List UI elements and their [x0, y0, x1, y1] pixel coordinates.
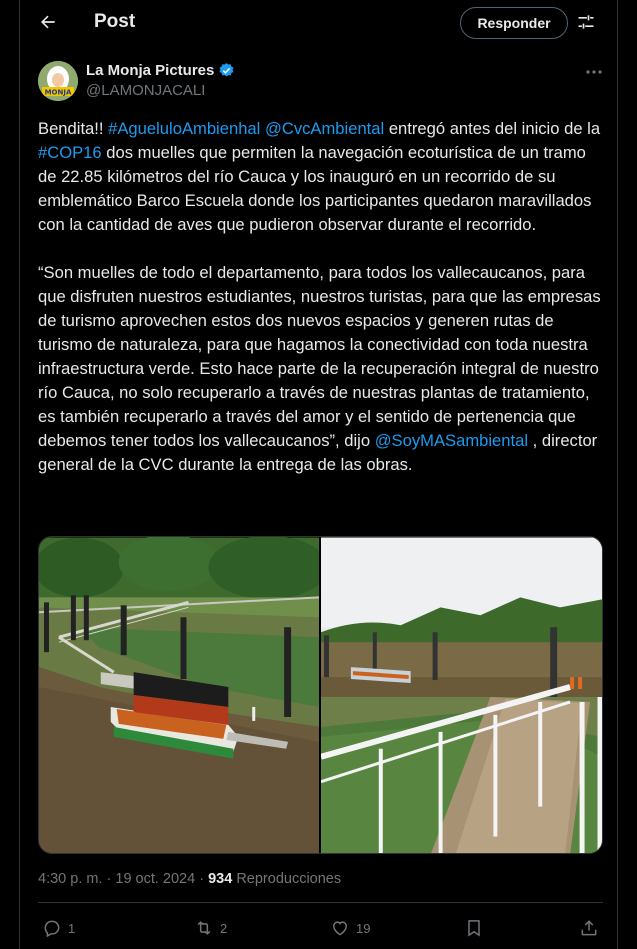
repost-action[interactable]	[194, 918, 227, 938]
repost-count: 2	[220, 920, 228, 936]
post-meta	[38, 871, 341, 887]
tweet-text	[38, 117, 608, 501]
like-action[interactable]	[330, 918, 370, 938]
reply-bubble-icon	[42, 918, 62, 938]
share-action[interactable]	[579, 918, 599, 938]
views-label: Reproducciones	[232, 871, 342, 887]
tweet-paragraph-1	[38, 117, 608, 237]
author-name[interactable]	[86, 62, 235, 79]
share-icon	[579, 918, 599, 938]
meta-separator: ·	[195, 871, 209, 887]
mention-link[interactable]: @SoyMASambiental	[374, 431, 529, 450]
divider	[38, 902, 603, 903]
post-header	[20, 0, 619, 46]
photo-dock-aerial[interactable]	[39, 537, 319, 854]
reply-action[interactable]	[42, 918, 75, 938]
text-segment: entregó antes del inicio de la	[384, 119, 601, 138]
bookmark-action[interactable]	[464, 918, 484, 938]
text-segment: “Son muelles de todo el departamento, para todos los vallecaucanos, para que disfruten nuestros estudiantes, nuestros turistas, para que las empresas de turismo aprovechen estos dos nuevos espacios y generen rutas de turismo de naturaleza, para que hagamos la conectividad con toda nuestra infraestructura verde. Esto hace parte de la recuperación integral de nuestro río Cauca, no solo recuperarlo a través de nuestras plantas de tratamiento, es también recuperarlo a través del amor y el sentido de pertenencia que debemos tener todos los vallecaucanos”, dijo	[38, 263, 601, 450]
text-segment: dos muelles que permiten la navegación ecoturística de un tramo de 22.85 kilómetros del río Cauca y los inauguró en un recorrido de su emblemático Barco Escuela donde los participantes quedaron maravillados con la cantidad de aves que pudieron observar durante el recorrido.	[38, 143, 592, 234]
author-name-text: La Monja Pictures	[86, 62, 215, 79]
reply-count: 1	[68, 920, 76, 936]
post-column	[19, 0, 618, 949]
avatar-nun-image	[38, 61, 78, 101]
heart-icon	[330, 918, 350, 938]
page-title: Post	[94, 11, 136, 32]
more-options-icon[interactable]	[584, 64, 604, 80]
mention-link[interactable]: @CvcAmbiental	[264, 119, 385, 138]
settings-sliders-icon[interactable]	[576, 12, 596, 32]
svg-text:MONJA: MONJA	[44, 88, 72, 97]
views-count: 934	[208, 871, 233, 887]
post-date[interactable]: 19 oct. 2024	[115, 871, 196, 887]
like-count: 19	[356, 920, 371, 936]
action-bar	[38, 916, 603, 946]
tweet-paragraph-2	[38, 261, 608, 477]
media-grid	[38, 536, 603, 854]
text-segment: , director general de la CVC durante la entrega de las obras.	[38, 431, 598, 474]
repost-icon	[194, 918, 214, 938]
hashtag-link[interactable]: #AgueluloAmbienhal	[108, 119, 261, 138]
text-segment: Bendita!!	[38, 119, 109, 138]
photo-dock-walkway[interactable]	[321, 537, 602, 854]
bookmark-icon	[464, 918, 484, 938]
verified-badge-icon	[218, 62, 235, 79]
post-time[interactable]: 4:30 p. m.	[38, 871, 103, 887]
meta-separator: ·	[102, 871, 116, 887]
hashtag-link[interactable]: #COP16	[38, 143, 102, 162]
back-arrow-icon[interactable]	[38, 12, 58, 32]
avatar[interactable]	[38, 61, 78, 101]
reply-button[interactable]: Responder	[460, 7, 568, 39]
author-handle[interactable]: @LAMONJACALI	[86, 82, 206, 99]
